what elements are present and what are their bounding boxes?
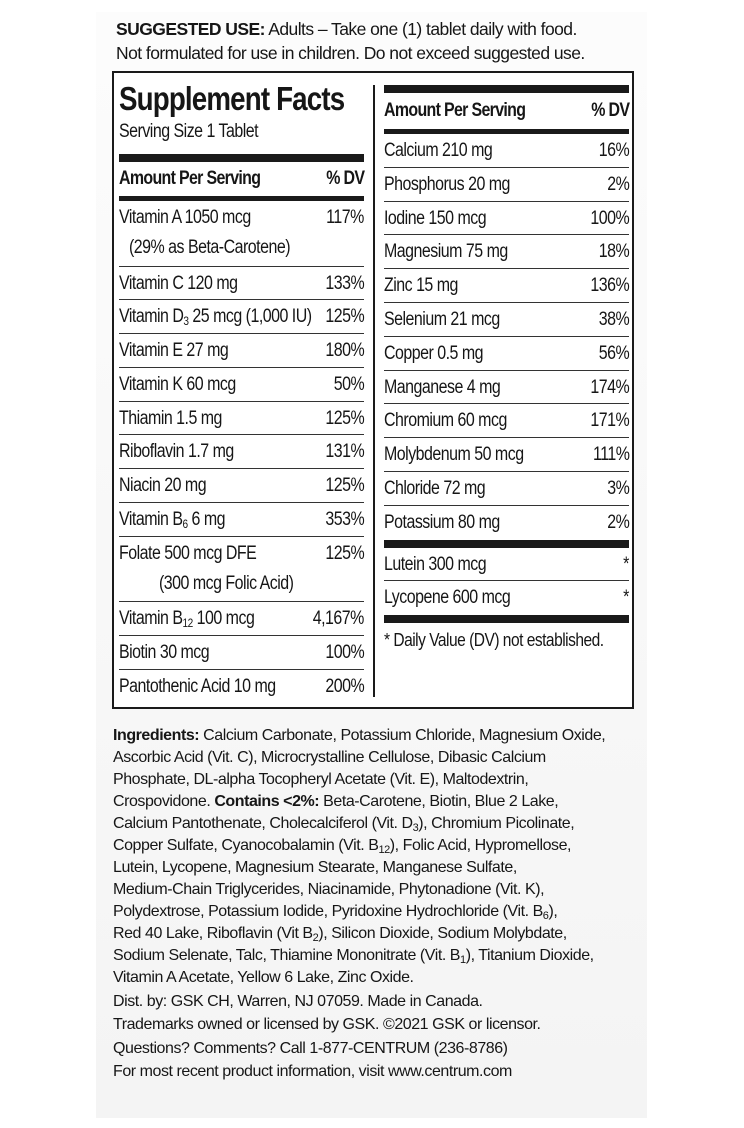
nutrient-row — [119, 602, 364, 636]
nutrient-row — [119, 435, 364, 469]
daily-value: 174% — [590, 376, 629, 398]
ingredients-text: Red 40 Lake, Riboflavin (Vit B — [113, 925, 313, 942]
ingredients-line — [113, 747, 605, 769]
nutrient-name — [384, 304, 629, 335]
daily-value: 180% — [325, 340, 364, 362]
nutrient-amount — [384, 203, 486, 234]
nutrient-row — [119, 503, 364, 537]
ingredients-text: Vitamin A Acetate, Yellow 6 Lake, Zinc Oxide. — [113, 969, 414, 986]
daily-value: 133% — [325, 272, 364, 294]
daily-value: 56% — [598, 342, 629, 364]
nutrient-amount — [119, 268, 238, 299]
daily-value: 50% — [333, 373, 364, 395]
ingredients-line — [113, 725, 605, 747]
subscript: 3 — [183, 314, 189, 329]
suggested-use — [116, 17, 585, 65]
nutrient-row — [384, 506, 629, 540]
nutrient-amount — [119, 671, 276, 702]
nutrient-label: Vitamin D — [119, 306, 184, 328]
nutrient-label: Chloride 72 mg — [384, 477, 486, 499]
nutrient-name — [119, 369, 364, 400]
nutrient-note: (29% as Beta-Carotene) — [129, 237, 291, 258]
nutrient-note-row — [119, 233, 364, 263]
ingredients-line — [113, 945, 605, 967]
nutrient-row — [384, 404, 629, 438]
nutrient-label: Vitamin C 120 mg — [119, 272, 238, 294]
nutrient-amount — [384, 439, 524, 470]
ingredients-text: ), Silicon Dioxide, Sodium Molybdate, — [318, 925, 567, 942]
nutrient-label: Chromium 60 mcg — [384, 410, 507, 432]
nutrient-amount — [384, 507, 500, 538]
nutrient-row — [119, 334, 364, 368]
nutrient-label: Selenium 21 mcg — [384, 308, 500, 330]
column-divider — [373, 85, 375, 697]
nutrient-row — [119, 670, 364, 704]
nutrient-amount — [384, 304, 500, 335]
facts-title-row — [119, 79, 364, 119]
nutrient-label: Molybdenum 50 mcg — [384, 444, 524, 466]
daily-value: 171% — [590, 410, 629, 432]
right-nutrient-list — [384, 134, 629, 540]
nutrient-label: Lycopene 600 mcg — [384, 587, 511, 609]
serving-size: Serving Size 1 Tablet — [119, 121, 259, 142]
extra-nutrient-list — [384, 548, 629, 616]
footnote-row — [384, 623, 629, 657]
subscript: 12 — [182, 616, 193, 631]
daily-value: 100% — [590, 207, 629, 229]
daily-value: 100% — [325, 642, 364, 664]
nutrient-amount — [384, 405, 507, 436]
nutrient-row — [384, 168, 629, 202]
subscript: 2 — [312, 932, 319, 944]
nutrient-label: Vitamin A 1050 mcg — [119, 207, 251, 228]
ingredients-text: Lutein, Lycopene, Magnesium Stearate, Manganese Sulfate, — [113, 859, 517, 876]
ingredients-text: Crospovidone. — [113, 793, 215, 810]
nutrient-label: Iodine 150 mcg — [384, 207, 487, 229]
nutrient-label: Vitamin K 60 mcg — [119, 373, 236, 395]
nutrient-row — [384, 371, 629, 405]
nutrient-name — [384, 507, 629, 538]
daily-value: 16% — [598, 140, 629, 161]
nutrient-note-row — [119, 569, 364, 599]
nutrient-row — [384, 337, 629, 371]
ingredients-line — [113, 967, 605, 989]
nutrient-label: Lutein 300 mcg — [384, 553, 487, 575]
ingredients-text: Sodium Selenate, Talc, Thiamine Mononitrate (Vit. B — [113, 947, 461, 964]
nutrient-row — [384, 548, 629, 582]
nutrient-name — [384, 549, 629, 580]
nutrient-amount — [384, 135, 492, 166]
daily-value: 117% — [326, 207, 364, 228]
nutrient-label: Potassium 80 mg — [384, 511, 500, 533]
nutrient-row — [384, 438, 629, 472]
nutrient-amount — [384, 169, 510, 200]
nutrient-label: Phosphorus 20 mg — [384, 173, 510, 195]
nutrient-label: Biotin 30 mcg — [119, 642, 210, 664]
nutrient-row — [384, 303, 629, 337]
nutrient-row — [384, 269, 629, 303]
nutrient-label: Vitamin B — [119, 608, 183, 630]
nutrient-amount — [384, 372, 500, 403]
supplement-facts-panel — [112, 71, 634, 709]
left-nutrient-list — [119, 201, 364, 704]
daily-value: 125% — [325, 306, 364, 328]
daily-value: 3% — [606, 477, 629, 499]
nutrient-note: (300 mcg Folic Acid) — [159, 572, 294, 594]
nutrient-label: Zinc 15 mg — [384, 275, 458, 297]
thick-rule — [384, 615, 629, 623]
nutrient-label: Vitamin B — [119, 509, 183, 531]
suggested-use-line2: Not formulated for use in children. Do not exceed suggested use. — [116, 43, 585, 63]
contact-phone: Questions? Comments? Call 1-877-CENTRUM (236-8786) — [113, 1039, 508, 1057]
daily-value: 2% — [606, 173, 629, 195]
distributor: Dist. by: GSK CH, Warren, NJ 07059. Made in Canada. — [113, 993, 483, 1010]
ingredients-line — [113, 879, 605, 901]
subscript: 6 — [182, 517, 188, 532]
ingredients-text: Medium-Chain Triglycerides, Niacinamide, Phytonadione (Vit. K), — [113, 881, 545, 898]
nutrient-label-rest: 100 mcg — [192, 608, 255, 630]
table-header — [119, 162, 364, 196]
ingredients-text: Ascorbic Acid (Vit. C), Microcrystalline Cellulose, Dibasic Calcium — [113, 749, 546, 766]
nutrient-amount — [384, 270, 458, 301]
nutrient-label: Calcium 210 mg — [384, 140, 493, 161]
nutrient-amount — [119, 637, 209, 668]
ingredients-text: Calcium Carbonate, Potassium Chloride, Magnesium Oxide, — [199, 727, 606, 744]
nutrient-row — [119, 201, 364, 267]
nutrient-amount — [119, 202, 251, 233]
ingredients-text: ), Titanium Dioxide, — [465, 947, 594, 964]
nutrient-label: Pantothenic Acid 10 mg — [119, 675, 276, 697]
suggested-use-line1: Adults – Take one (1) tablet daily with food. — [264, 19, 577, 39]
nutrient-amount — [119, 436, 234, 467]
daily-value: * — [623, 587, 629, 609]
nutrient-name — [384, 582, 629, 613]
nutrient-name — [384, 169, 629, 200]
nutrient-label: Riboflavin 1.7 mg — [119, 441, 234, 463]
nutrient-amount — [119, 369, 236, 400]
nutrient-amount — [384, 338, 483, 369]
daily-value: 111% — [592, 444, 629, 466]
nutrient-row — [119, 402, 364, 436]
nutrient-name — [384, 135, 629, 166]
daily-value: * — [623, 553, 629, 575]
ingredients-heading: Contains <2%: — [214, 793, 320, 810]
nutrient-amount — [384, 549, 486, 580]
nutrient-amount — [119, 470, 206, 501]
thick-rule — [384, 85, 629, 93]
table-header — [384, 93, 629, 129]
nutrient-row — [384, 581, 629, 615]
nutrient-amount — [384, 582, 510, 613]
ingredients-heading: Ingredients: — [113, 727, 200, 744]
distribution-info — [113, 990, 541, 1083]
nutrient-amount — [119, 603, 254, 634]
subscript: 6 — [542, 910, 549, 922]
ingredients-line — [113, 835, 605, 857]
footnote: * Daily Value (DV) not established. — [384, 629, 604, 651]
nutrient-amount — [119, 538, 256, 569]
nutrient-name — [384, 338, 629, 369]
header-amount: Amount Per Serving — [384, 100, 526, 121]
nutrient-label: Thiamin 1.5 mg — [119, 407, 222, 429]
nutrient-label: Manganese 4 mg — [384, 376, 501, 398]
ingredients-text: Copper Sulfate, Cyanocobalamin (Vit. B — [113, 837, 379, 854]
nutrient-amount — [119, 335, 228, 366]
daily-value: 38% — [598, 308, 629, 330]
daily-value: 125% — [325, 542, 364, 564]
daily-value: 2% — [606, 511, 629, 533]
facts-title: Supplement Facts — [119, 80, 345, 117]
nutrient-amount — [119, 301, 312, 332]
daily-value: 125% — [325, 475, 364, 497]
ingredients-line — [113, 923, 605, 945]
daily-value: 18% — [598, 241, 629, 263]
nutrient-label-rest: 6 mg — [187, 509, 225, 531]
daily-value: 125% — [325, 407, 364, 429]
daily-value: 353% — [325, 509, 364, 531]
ingredients — [113, 725, 605, 989]
trademark: Trademarks owned or licensed by GSK. ©2021 GSK or licensor. — [113, 1016, 541, 1034]
ingredients-text: ), — [548, 903, 558, 920]
thick-rule — [119, 154, 364, 162]
nutrient-row — [119, 267, 364, 301]
ingredients-line — [113, 791, 605, 813]
nutrient-row — [384, 134, 629, 168]
ingredients-text: Calcium Pantothenate, Cholecalciferol (Vit. D — [113, 815, 413, 832]
nutrient-row — [119, 469, 364, 503]
nutrient-label: Folate 500 mcg DFE — [119, 542, 257, 564]
suggested-use-label: SUGGESTED USE: — [116, 19, 265, 39]
nutrient-row — [384, 202, 629, 236]
subscript: 12 — [378, 844, 390, 856]
nutrient-row — [119, 368, 364, 402]
daily-value: 4,167% — [312, 608, 364, 630]
website: For most recent product information, visit www.centrum.com — [113, 1062, 512, 1080]
ingredients-text: ), Folic Acid, Hypromellose, — [389, 837, 572, 854]
nutrient-label: Niacin 20 mg — [119, 475, 207, 497]
nutrient-label: Copper 0.5 mg — [384, 342, 484, 364]
nutrient-amount — [384, 473, 485, 504]
ingredients-text: ), Chromium Picolinate, — [418, 815, 575, 832]
ingredients-line — [113, 769, 605, 791]
nutrient-row — [384, 235, 629, 269]
ingredients-text: Beta-Carotene, Biotin, Blue 2 Lake, — [319, 793, 559, 810]
nutrient-name — [384, 473, 629, 504]
daily-value: 136% — [590, 275, 629, 297]
nutrient-amount — [119, 403, 222, 434]
serving-size-row — [119, 119, 364, 145]
nutrient-amount — [119, 504, 225, 535]
header-dv: % DV — [590, 100, 629, 121]
ingredients-line — [113, 813, 605, 835]
nutrient-label: Magnesium 75 mg — [384, 241, 508, 263]
nutrient-label: Vitamin E 27 mg — [119, 340, 229, 362]
subscript: 1 — [460, 954, 466, 966]
ingredients-text: Phosphate, DL-alpha Tocopheryl Acetate (Vit. E), Maltodextrin, — [113, 771, 529, 788]
nutrient-label-rest: 25 mcg (1,000 IU) — [188, 306, 312, 328]
header-dv: % DV — [325, 168, 364, 189]
nutrient-row — [119, 300, 364, 334]
nutrient-row — [119, 537, 364, 603]
daily-value: 200% — [325, 675, 364, 697]
nutrient-name — [384, 236, 629, 267]
nutrient-amount — [384, 236, 508, 267]
subscript: 3 — [412, 822, 419, 834]
ingredients-line — [113, 901, 605, 923]
facts-left-column — [119, 73, 364, 704]
header-amount: Amount Per Serving — [119, 168, 261, 189]
facts-right-column — [384, 73, 629, 657]
nutrient-row — [119, 636, 364, 670]
thick-rule — [384, 540, 629, 548]
daily-value: 131% — [325, 441, 364, 463]
ingredients-line — [113, 857, 605, 879]
ingredients-text: Polydextrose, Potassium Iodide, Pyridoxine Hydrochloride (Vit. B — [113, 903, 543, 920]
nutrient-row — [384, 472, 629, 506]
